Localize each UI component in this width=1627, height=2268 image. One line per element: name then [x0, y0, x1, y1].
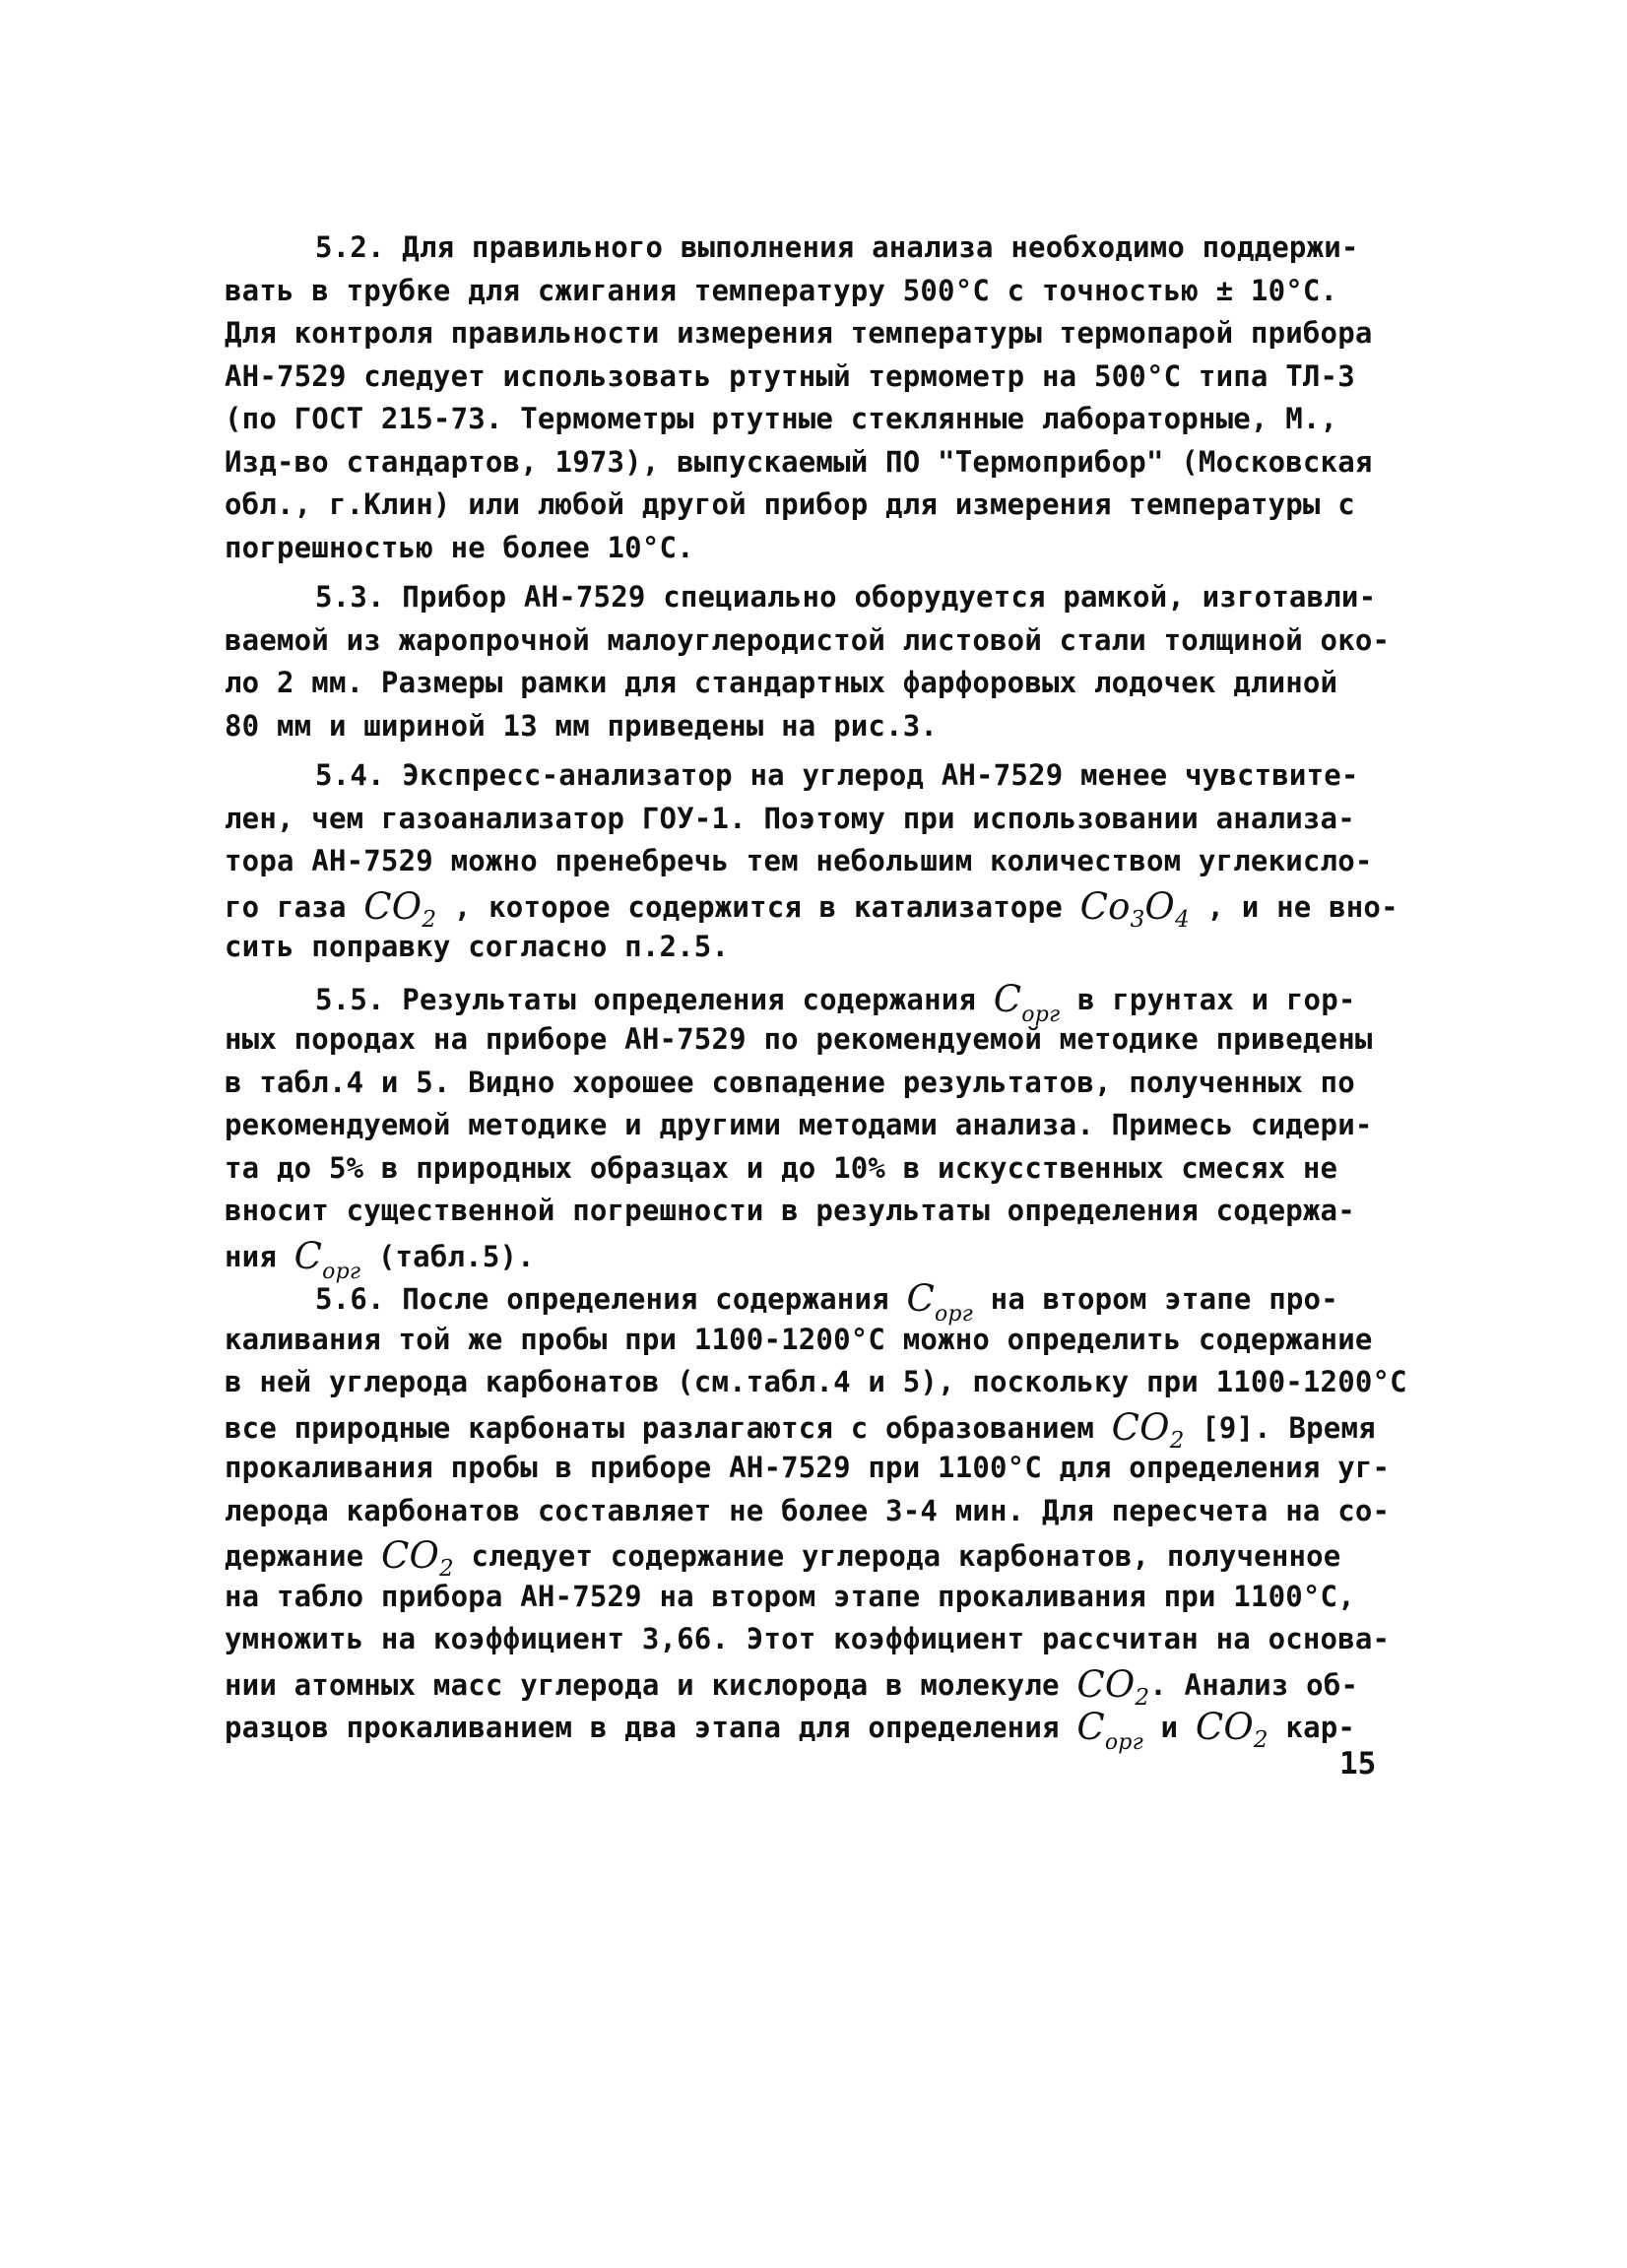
formula-subscript: 4	[1174, 906, 1190, 933]
text-fragment: и	[1142, 1711, 1196, 1744]
text-fragment: кар-	[1268, 1711, 1356, 1744]
formula-co2	[1111, 1405, 1185, 1454]
formula-corg	[993, 977, 1061, 1027]
paragraph-5-3	[225, 576, 1436, 747]
text-line: тора АН-7529 можно пренебречь тем небольшим количеством углекисло-	[225, 844, 1373, 877]
formula-symbol: C	[293, 1234, 323, 1277]
text-fragment: го газа	[225, 889, 364, 924]
text-line: каливания той же пробы при 1100-1200°С можно определить содержание	[225, 1322, 1373, 1356]
text-fragment: 5.6. После определения содержания	[315, 1282, 907, 1316]
text-line: 5.4. Экспресс-анализатор на углерод АН-7529 менее чувствите-	[315, 758, 1359, 792]
text-fragment: . Анализ об-	[1149, 1667, 1359, 1702]
text-fragment: на втором этапе про-	[973, 1282, 1338, 1316]
text-line: (по ГОСТ 215-73. Термометры ртутные стеклянные лабораторные, М.,	[225, 402, 1338, 435]
text-fragment: (табл.5).	[360, 1239, 535, 1273]
text-line: в ней углерода карбонатов (см.табл.4 и 5), поскольку при 1100-1200°С	[225, 1365, 1407, 1398]
formula-subscript: орг	[322, 1259, 361, 1284]
formula-symbol: CO	[1195, 1706, 1254, 1748]
paragraph-5-6	[225, 1275, 1436, 1755]
page-number: 15	[1339, 1746, 1377, 1782]
text-line: ваемой из жаропрочной малоуглеродистой листовой стали толщиной око-	[225, 622, 1391, 657]
text-line: погрешностью не более 10°С.	[225, 530, 694, 564]
formula-subscript: 2	[1253, 1727, 1269, 1753]
formula-co2	[380, 1534, 454, 1582]
formula-corg	[293, 1234, 361, 1284]
formula-symbol: CO	[380, 1534, 439, 1577]
formula-subscript: 2	[1135, 1684, 1150, 1711]
formula-co3o4	[1079, 884, 1190, 933]
formula-symbol: Co	[1079, 884, 1131, 928]
text-line: в табл.4 и 5. Видно хорошее совпадение результатов, полученных по	[225, 1065, 1355, 1099]
text-line: 5.2. Для правильного выполнения анализа необходимо поддержи-	[315, 230, 1359, 264]
text-line	[225, 976, 1436, 1027]
text-line: лерода карбонатов составляет не более 3-4 мин. Для пересчета на со-	[225, 1493, 1391, 1527]
text-fragment: разцов прокаливанием в два этапа для определения	[225, 1711, 1077, 1744]
text-fragment: нии атомных масс углерода и кислорода в молекуле	[225, 1667, 1077, 1702]
text-fragment: следует содержание углерода карбонатов, полученное	[453, 1539, 1341, 1573]
formula-subscript: 3	[1130, 906, 1145, 933]
paragraph-5-4	[225, 754, 1436, 969]
formula-subscript: 2	[438, 1556, 454, 1582]
formula-symbol: C	[906, 1277, 935, 1320]
text-line: Для контроля правильности измерения температуры термопарой прибора	[225, 316, 1373, 350]
formula-co2	[363, 884, 437, 933]
text-line	[225, 1532, 1436, 1582]
text-line: вносит существенной погрешности в результаты определения содержа-	[225, 1194, 1355, 1227]
text-line: сить поправку согласно п.2.5.	[225, 930, 730, 963]
formula-corg	[906, 1277, 973, 1327]
text-line: та до 5% в природных образцах и до 10% в искусственных смесях не	[225, 1150, 1338, 1185]
text-fragment: 5.5. Результаты определения содержания	[315, 982, 994, 1016]
text-line: лен, чем газоанализатор ГОУ-1. Поэтому при использовании анализа-	[225, 801, 1355, 835]
text-line: Изд-во стандартов, 1973), выпускаемый ПО "Термоприбор" (Московская	[225, 444, 1373, 479]
formula-subscript: 2	[1169, 1427, 1185, 1454]
text-line	[225, 1275, 1436, 1327]
text-line: ло 2 мм. Размеры рамки для стандартных фарфоровых лодочек длиной	[225, 666, 1338, 699]
formula-symbol: CO	[363, 884, 423, 928]
formula-subscript: 2	[422, 906, 437, 933]
text-fragment: в грунтах и гор-	[1060, 982, 1356, 1016]
text-line	[225, 1704, 1436, 1755]
text-line: ных породах на приборе АН-7529 по рекомендуемой методике приведены	[225, 1022, 1373, 1056]
text-line	[225, 883, 1436, 933]
formula-corg	[1076, 1706, 1143, 1755]
text-line	[225, 1404, 1436, 1454]
document-text	[225, 227, 1436, 1755]
formula-subscript: орг	[934, 1302, 973, 1327]
text-line: АН-7529 следует использовать ртутный термометр на 500°С типа ТЛ-3	[225, 358, 1355, 393]
text-line: 80 мм и шириной 13 мм приведены на рис.3.	[225, 708, 939, 743]
formula-symbol: C	[993, 977, 1022, 1020]
text-line	[225, 1661, 1436, 1711]
text-fragment: все природные карбонаты разлагаются с образованием	[225, 1410, 1112, 1445]
formula-subscript: орг	[1104, 1730, 1143, 1755]
text-line: рекомендуемой методике и другими методами анализа. Примесь сидери-	[225, 1108, 1373, 1141]
text-line: 5.3. Прибор АН-7529 специально оборудуется рамкой, изготавли-	[315, 580, 1377, 614]
text-fragment: ния	[225, 1239, 294, 1273]
text-fragment: [9]. Время	[1184, 1410, 1376, 1445]
formula-co2	[1195, 1706, 1269, 1753]
formula-symbol: CO	[1111, 1405, 1170, 1449]
formula-co2	[1076, 1662, 1150, 1711]
text-line: обл., г.Клин) или любой другой прибор для измерения температуры с	[225, 487, 1355, 521]
text-line: вать в трубке для сжигания температуру 500°С с точностью ± 10°С.	[225, 273, 1338, 307]
text-line: умножить на коэффициент 3,66. Этот коэффициент рассчитан на основа-	[225, 1622, 1391, 1655]
text-line: прокаливания пробы в приборе АН-7529 при 1100°С для определения уг-	[225, 1451, 1391, 1484]
formula-symbol: CO	[1076, 1662, 1136, 1706]
text-line: на табло прибора АН-7529 на втором этапе прокаливания при 1100°С,	[225, 1579, 1355, 1613]
paragraph-5-5	[225, 976, 1436, 1284]
formula-symbol: C	[1076, 1706, 1105, 1748]
formula-subscript: орг	[1021, 1002, 1061, 1027]
text-fragment: , которое содержится в катализаторе	[436, 889, 1080, 924]
text-fragment: , и не вно-	[1189, 889, 1399, 924]
formula-symbol: O	[1144, 884, 1175, 928]
paragraph-5-2	[225, 227, 1436, 569]
text-line	[225, 1233, 1436, 1284]
text-fragment: держание	[225, 1539, 381, 1573]
